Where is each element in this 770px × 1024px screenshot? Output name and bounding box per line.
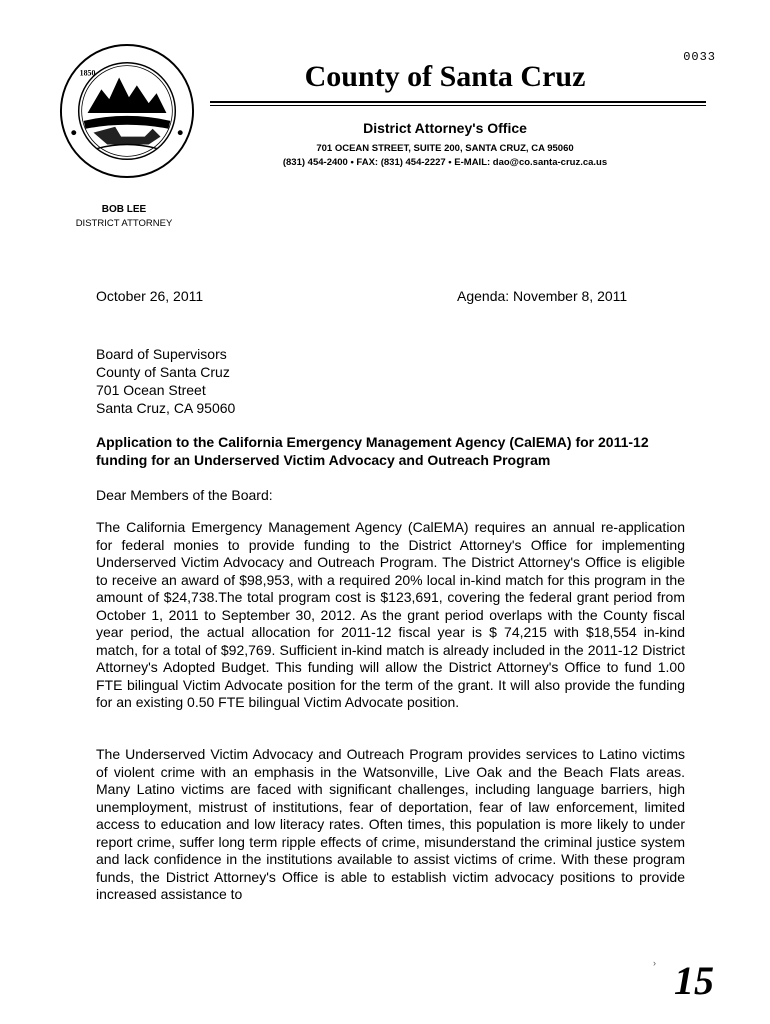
- recipient-line: Board of Supervisors: [96, 346, 227, 362]
- scan-mark: ›: [653, 958, 656, 968]
- office-address: 701 OCEAN STREET, SUITE 200, SANTA CRUZ, CA 95060: [316, 143, 574, 154]
- seal-year: 1850: [79, 68, 96, 78]
- office-name: District Attorney's Office: [363, 120, 527, 136]
- body-paragraph: The Underserved Victim Advocacy and Outreach Program provides services to Latino victims of violent crime with an emphasis in the Watsonville, Live Oak and the Beach Flats areas. Many Latino victims are faced with significant challenges, including language barriers, high unemployment, mistrust of institutions, fear of deportation, fear of law enforcement, limited access to education and low literacy rates. Often times, this population is more likely to under report crime, suffer long term ripple effects of crime, misunderstand the criminal justice system and lack confidence in the institutions available to assist victims of crime. With these program funds, the District Attorney's Office is able to establish victim advocacy positions to provide increased assistance to: [96, 746, 685, 902]
- agenda-date: Agenda: November 8, 2011: [457, 288, 628, 304]
- recipient-line: County of Santa Cruz: [96, 364, 230, 380]
- handwritten-page-number: 15: [674, 958, 714, 1003]
- county-title: County of Santa Cruz: [304, 60, 586, 93]
- district-attorney-name: BOB LEE: [101, 204, 147, 215]
- district-attorney-title: DISTRICT ATTORNEY: [75, 218, 173, 229]
- letter-subject: Application to the California Emergency Management Agency (CalEMA) for 2011-12 funding for an Underserved Victim Advocacy and Outreach Program: [96, 434, 649, 468]
- body-paragraph: The California Emergency Management Agency (CalEMA) requires an annual re-application for federal monies to provide funding to the District Attorney's Office for implementing Underserved Victim Advocacy and Outreach Program. The District Attorney's Office is eligible to receive an award of $98,953, with a required 20% local in-kind match for this program in the amount of $24,738.The total program cost is $123,691, covering the federal grant period from October 1, 2011 to September 30, 2012. As the grant period overlaps with the County fiscal year period, the actual allocation for 2011-12 fiscal year is $ 74,215 with $18,554 in-kind match, for a total of $92,769. Sufficient in-kind match is already included in the 2011-12 District Attorney's Adopted Budget. This funding will allow the District Attorney's Office to fund 1.00 FTE bilingual Victim Advocate position for the term of the grant. It will also provide the funding for an existing 0.50 FTE bilingual Victim Advocate position.: [96, 519, 685, 710]
- letterhead-rule: [210, 101, 706, 103]
- county-seal-icon: [58, 42, 196, 180]
- recipient-address: [96, 345, 235, 417]
- office-contact: (831) 454-2400 • FAX: (831) 454-2227 • E-MAIL: dao@co.santa-cruz.ca.us: [282, 157, 608, 168]
- page-number: 0033: [683, 50, 716, 64]
- salutation: Dear Members of the Board:: [96, 487, 273, 503]
- recipient-line: 701 Ocean Street: [96, 382, 206, 398]
- letterhead-rule-thin: [210, 105, 706, 106]
- recipient-line: Santa Cruz, CA 95060: [96, 400, 236, 416]
- letter-date: October 26, 2011: [96, 288, 204, 304]
